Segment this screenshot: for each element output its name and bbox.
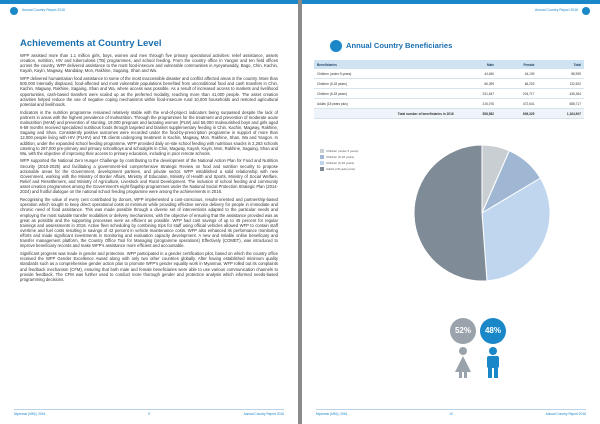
table-row bbox=[314, 89, 584, 99]
table-header: Male bbox=[457, 60, 497, 69]
legend-swatch bbox=[320, 149, 324, 153]
footer-left: Myanmar (MM) | 2016 bbox=[316, 412, 348, 416]
page-number: 10 bbox=[449, 412, 453, 416]
section-title: Annual Country Beneficiaries bbox=[346, 41, 453, 50]
pie-slice bbox=[414, 145, 487, 281]
table-row bbox=[314, 99, 584, 109]
legend-swatch bbox=[320, 161, 324, 165]
male-percentage: 48% bbox=[480, 318, 506, 344]
table-cell: 132,602 bbox=[537, 79, 584, 89]
body-paragraph: Recognising the value of every cent contributed by donors, WFP implemented a cost-conscious, results-oriented and partnership-based operation which sought to keep direct operational costs at minimum while providing effective service delivery for people in immediate and chronic need of food assistance. This was made possible through a diverse set of interventions adapted to the particular needs and employing the most suitable transfer modalities or delivery mechanisms, with the objective of ensuring that the assistance provided was as great as possible and the supporting processes were as efficient as possible. WFP had cost savings of up to 45 percent for regular trainings and assessments in 2016. Active fleet scheduling by combining trips for staff using official vehicles allowed WFP to contain staff overtime and fuel costs resulting in savings of 42 percent in vehicle maintenance costs. WFP also enhanced its performance monitoring efforts and made significant investments in monitoring and evaluation capacity development. A new and reliable online beneficiary and transfer management platform, the Country Office Tool for Managing (programme operations) Effectively (COMET), was introduced to improve beneficiary records and make WFP's assistance more efficient and accountable. bbox=[20, 197, 278, 249]
male-figure-icon bbox=[480, 346, 506, 378]
legend-label: Children (under 5 years) bbox=[326, 149, 359, 153]
total-cell: 558,582 bbox=[457, 109, 497, 119]
footer bbox=[316, 409, 586, 418]
body-paragraph: WFP assisted more than 1.1 million girls, boys, women and men through five primary operational activities: relief assistance, assets creation, nutrition, HIV and tuberculosis (TB) programmes, and school feeding. From the country office in Yangon and ten field offices across the country, WFP delivered assistance to the most food-insecure and vulnerable communities in Ayeyarwaddy, Bago, Chin, Kachin, Kayah, Kayin, Magway, Mandalay, Mon, Rakhine, Sagaing, Shan and Wa. bbox=[20, 53, 278, 74]
wfp-logo-icon bbox=[582, 7, 590, 15]
body-text bbox=[20, 53, 278, 285]
table-cell: 66,399 bbox=[457, 79, 497, 89]
table-cell: 204,717 bbox=[497, 89, 537, 99]
table-header: Female bbox=[497, 60, 537, 69]
table-cell: 44,460 bbox=[457, 69, 497, 79]
beneficiaries-table bbox=[314, 60, 584, 119]
footer-right: Annual Country Report 2016 bbox=[243, 412, 284, 416]
page-title: Achievements at Country Level bbox=[20, 38, 162, 49]
body-paragraph: Significant progress was made in gender and protection. WFP participated in a gender certification pilot, based on which the country office received the WFP Gender Excellence Award along with only two other countries globally. After having established minimum quality standards such as a comprehensive gender action plan to promote WFP's gender equality work in Myanmar, WFP rolled out its complaints and feedback mechanism (CFM), ensuring that both male and female beneficiaries were able to use various communication channels to provide feedback. The CFM was further used to conduct more thorough gender and protection analysis which informed needs-based programming decisions. bbox=[20, 251, 278, 282]
top-bar bbox=[302, 0, 600, 4]
table-header: Total bbox=[537, 60, 584, 69]
table-cell: 66,203 bbox=[497, 79, 537, 89]
total-label: Total number of beneficiaries in 2016 bbox=[314, 109, 457, 119]
beneficiaries-pie-chart bbox=[314, 138, 584, 288]
legend-swatch bbox=[320, 167, 324, 171]
table-cell: 44,139 bbox=[497, 69, 537, 79]
footer-right: Annual Country Report 2016 bbox=[545, 412, 586, 416]
female-percentage: 52% bbox=[450, 318, 476, 344]
table-cell: Children (6-18 years) bbox=[314, 89, 457, 99]
table-header: Beneficiaries bbox=[314, 60, 457, 69]
beneficiaries-icon bbox=[330, 40, 342, 52]
table-cell: 88,599 bbox=[537, 69, 584, 79]
table-cell: 472,641 bbox=[497, 99, 537, 109]
table-cell: Children (5-18 years) bbox=[314, 79, 457, 89]
body-paragraph: WFP delivered humanitarian food assistance to some of the most inaccessible disaster and conflict affected areas in the country. More than 500,000 internally displaced, food-affected and most vulnerable populations benefited from unconditional food and cash transfers in Chin, Kachin, Magway, Rakhine, Sagaing, Shan and Wa, where access was possible. As a result of increased access to markets and livelihood opportunities, cash-based transfers were scaled up as the preferred modality, reaching more than 41,000 people. The asset creation activities helped reduce the use of negative coping mechanisms within food-insecure rural 10,000 households and restored agricultural potential and livelihoods. bbox=[20, 76, 278, 107]
table-cell: 688,717 bbox=[537, 99, 584, 109]
body-paragraph: WFP supported the National Zero Hunger Challenge by contributing to the development of the National Action Plan for Food and Nutrition Security (2016-2025) and facilitating a government-led comprehensive Strategic Review on food and nutrition security to propose actionable areas for the Government, development partners, and private sector. WFP established a solid relationship with new Government, working with the Ministry of Border Affairs, Ministry of Education, Ministry of Health and Sports, Ministry of Social Welfare, Relief and Resettlement, and Ministry of Agriculture, Livestock and Rural Development. The inclusion of school feeding and community asset creation programmes among the Government's eight flagship programmes under the National Social Protection Strategic Plan (2014-2024) and fruitful dialogue on the national school feeding programme were among the achievements in 2016. bbox=[20, 158, 278, 195]
table-header-row bbox=[314, 60, 584, 69]
table-total-row bbox=[314, 109, 584, 119]
wfp-logo-icon bbox=[10, 7, 18, 15]
total-cell: 1,164,907 bbox=[537, 109, 584, 119]
table-row bbox=[314, 79, 584, 89]
header-text: Annual Country Report 2016 bbox=[22, 8, 65, 12]
footer bbox=[14, 409, 284, 418]
table-cell: 436,364 bbox=[537, 89, 584, 99]
footer-left: Myanmar (MM) | 2016 bbox=[14, 412, 46, 416]
page-number: 9 bbox=[148, 412, 150, 416]
header-text: Annual Country Report 2016 bbox=[535, 8, 578, 12]
table-cell: 231,647 bbox=[457, 89, 497, 99]
table-cell: Adults (18 years plus) bbox=[314, 99, 457, 109]
legend-swatch bbox=[320, 155, 324, 159]
table-cell: 216,076 bbox=[457, 99, 497, 109]
legend-label: Children (6-18 years) bbox=[326, 161, 355, 165]
legend-label: Children (5-18 years) bbox=[326, 155, 355, 159]
left-page bbox=[0, 0, 298, 424]
table-row bbox=[314, 69, 584, 79]
legend-label: Adults (18 years plus) bbox=[326, 167, 356, 171]
total-cell: 606,325 bbox=[497, 109, 537, 119]
female-figure-icon bbox=[450, 346, 476, 378]
top-bar bbox=[0, 0, 298, 4]
table-cell: Children (under 5 years) bbox=[314, 69, 457, 79]
body-paragraph: Indicators in the nutrition programme remained relatively stable with the end-of-project indicators being surpassed despite the lack of partners in areas with the highest prevalence of malnutrition. Through the programmes for the treatment and prevention of moderate acute malnutrition (MAM) and prevention of stunting, 19,000 pregnant and lactating women (PLW) and 56,000 malnourished boys and girls aged 6-59 months received specialized nutritious foods through targeted and blanket supplementary feeding in Chin, Kachin, Magway, Rakhine, Sagaing and Shan. Consistently positive outcomes were recorded under the food-by-prescription programme in support of more than 12,000 people living with HIV (PLHIV) and TB clients undergoing treatment in Kachin, Magway, Mon, Rakhine, Shan, Wa and Yangon. In addition, under the expanded school feeding programme, WFP provided daily on-site school feeding with nutritious snacks in 2,263 schools catering to 287,000 pre-primary and primary schoolboys and schoolgirls in Chin, Magway, Kayah, Kayin, Mon, Rakhine, Sagaing, Shan and Wa, with the objective of improving their access to primary education, including in poor remote schools. bbox=[20, 109, 278, 156]
